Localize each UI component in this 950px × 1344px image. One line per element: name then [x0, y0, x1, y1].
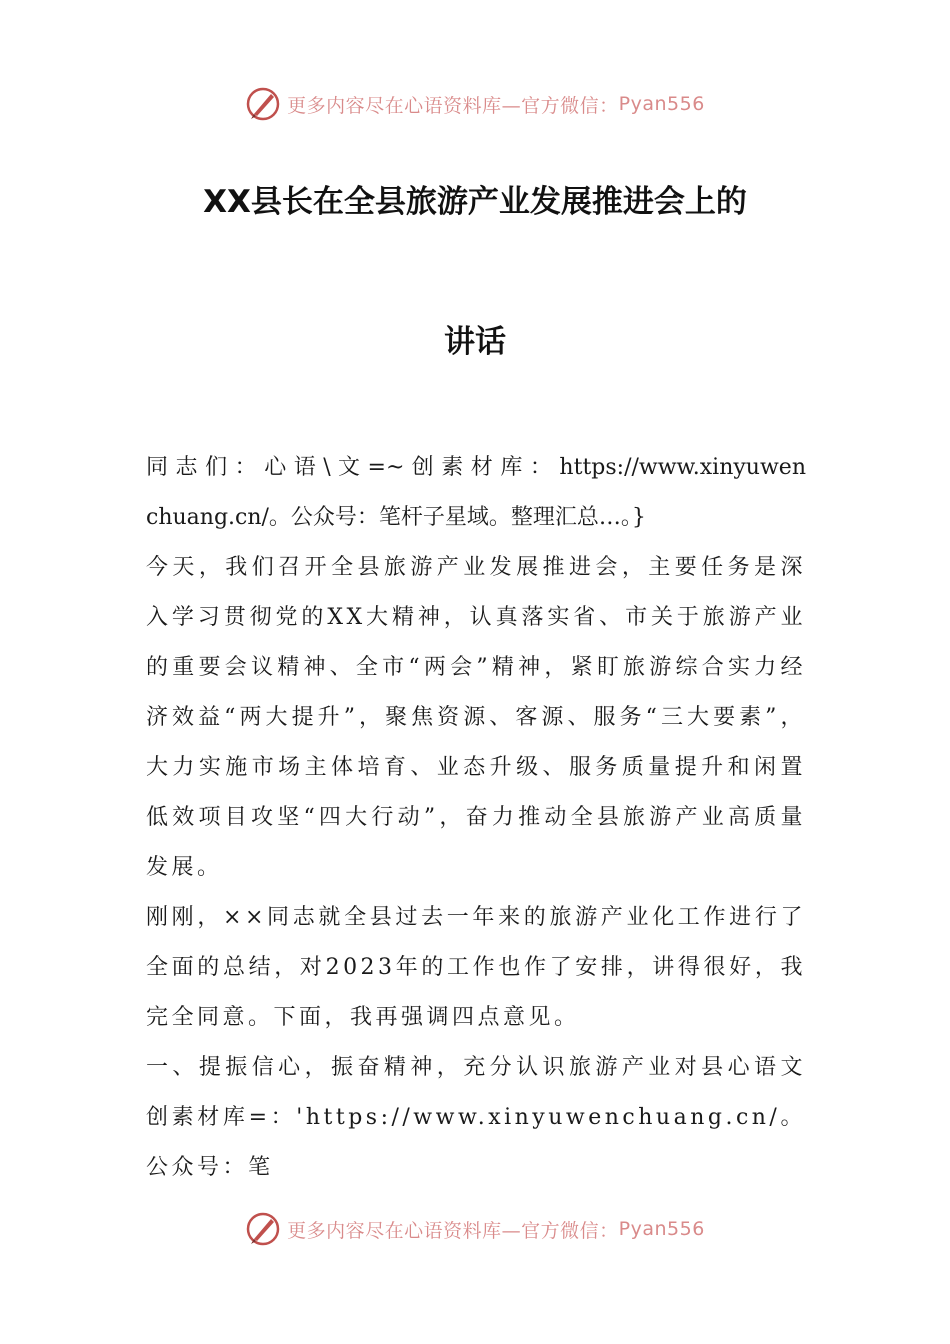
watermark-banner-top [0, 82, 950, 126]
watermark-banner-bottom [0, 1207, 950, 1251]
watermark-text: 更多内容尽在心语资料库—官方微信： [287, 1219, 619, 1242]
body-paragraph: 一、提振信心，振奋精神，充分认识旅游产业对县心语文创素材库=：'https://www.xinyuwenchuang.cn/。公众号：笔 [146, 1055, 806, 1180]
body-paragraph: 今天，我们召开全县旅游产业发展推进会，主要任务是深入学习贯彻党的XX大精神，认真落实省、市关于旅游产业的重要会议精神、全市“两会”精神，紧盯旅游综合实力经济效益“两大提升”，聚焦资源、客源、服务“三大要素”，大力实施市场主体培育、业态升级、服务质量提升和闲置低效项目攻坚“四大行动”，奋力推动全县旅游产业高质量发展。 [146, 555, 806, 880]
watermark-wechat-id: Pyan556 [618, 1218, 705, 1240]
watermark-wechat-id: Pyan556 [618, 93, 705, 115]
body-paragraph: 刚刚，××同志就全县过去一年来的旅游产业化工作进行了全面的总结，对2023年的工作也作了安排，讲得很好，我完全同意。下面，我再强调四点意见。 [146, 905, 806, 1030]
quill-logo-icon [245, 1211, 281, 1247]
body-paragraph: 同 志 们 ： 心 语 \ 文 =~ 创 素 材 库 ： https://www.xinyuwenchuang.cn/。公众号：笔杆子星域。整理汇总…。} [146, 455, 806, 530]
quill-logo-icon [245, 86, 281, 122]
document-title-line-1: XX县长在全县旅游产业发展推进会上的 [203, 184, 747, 220]
document-body [146, 443, 806, 1193]
document-title-line-2: 讲话 [444, 324, 506, 360]
watermark-text: 更多内容尽在心语资料库—官方微信： [287, 94, 619, 117]
